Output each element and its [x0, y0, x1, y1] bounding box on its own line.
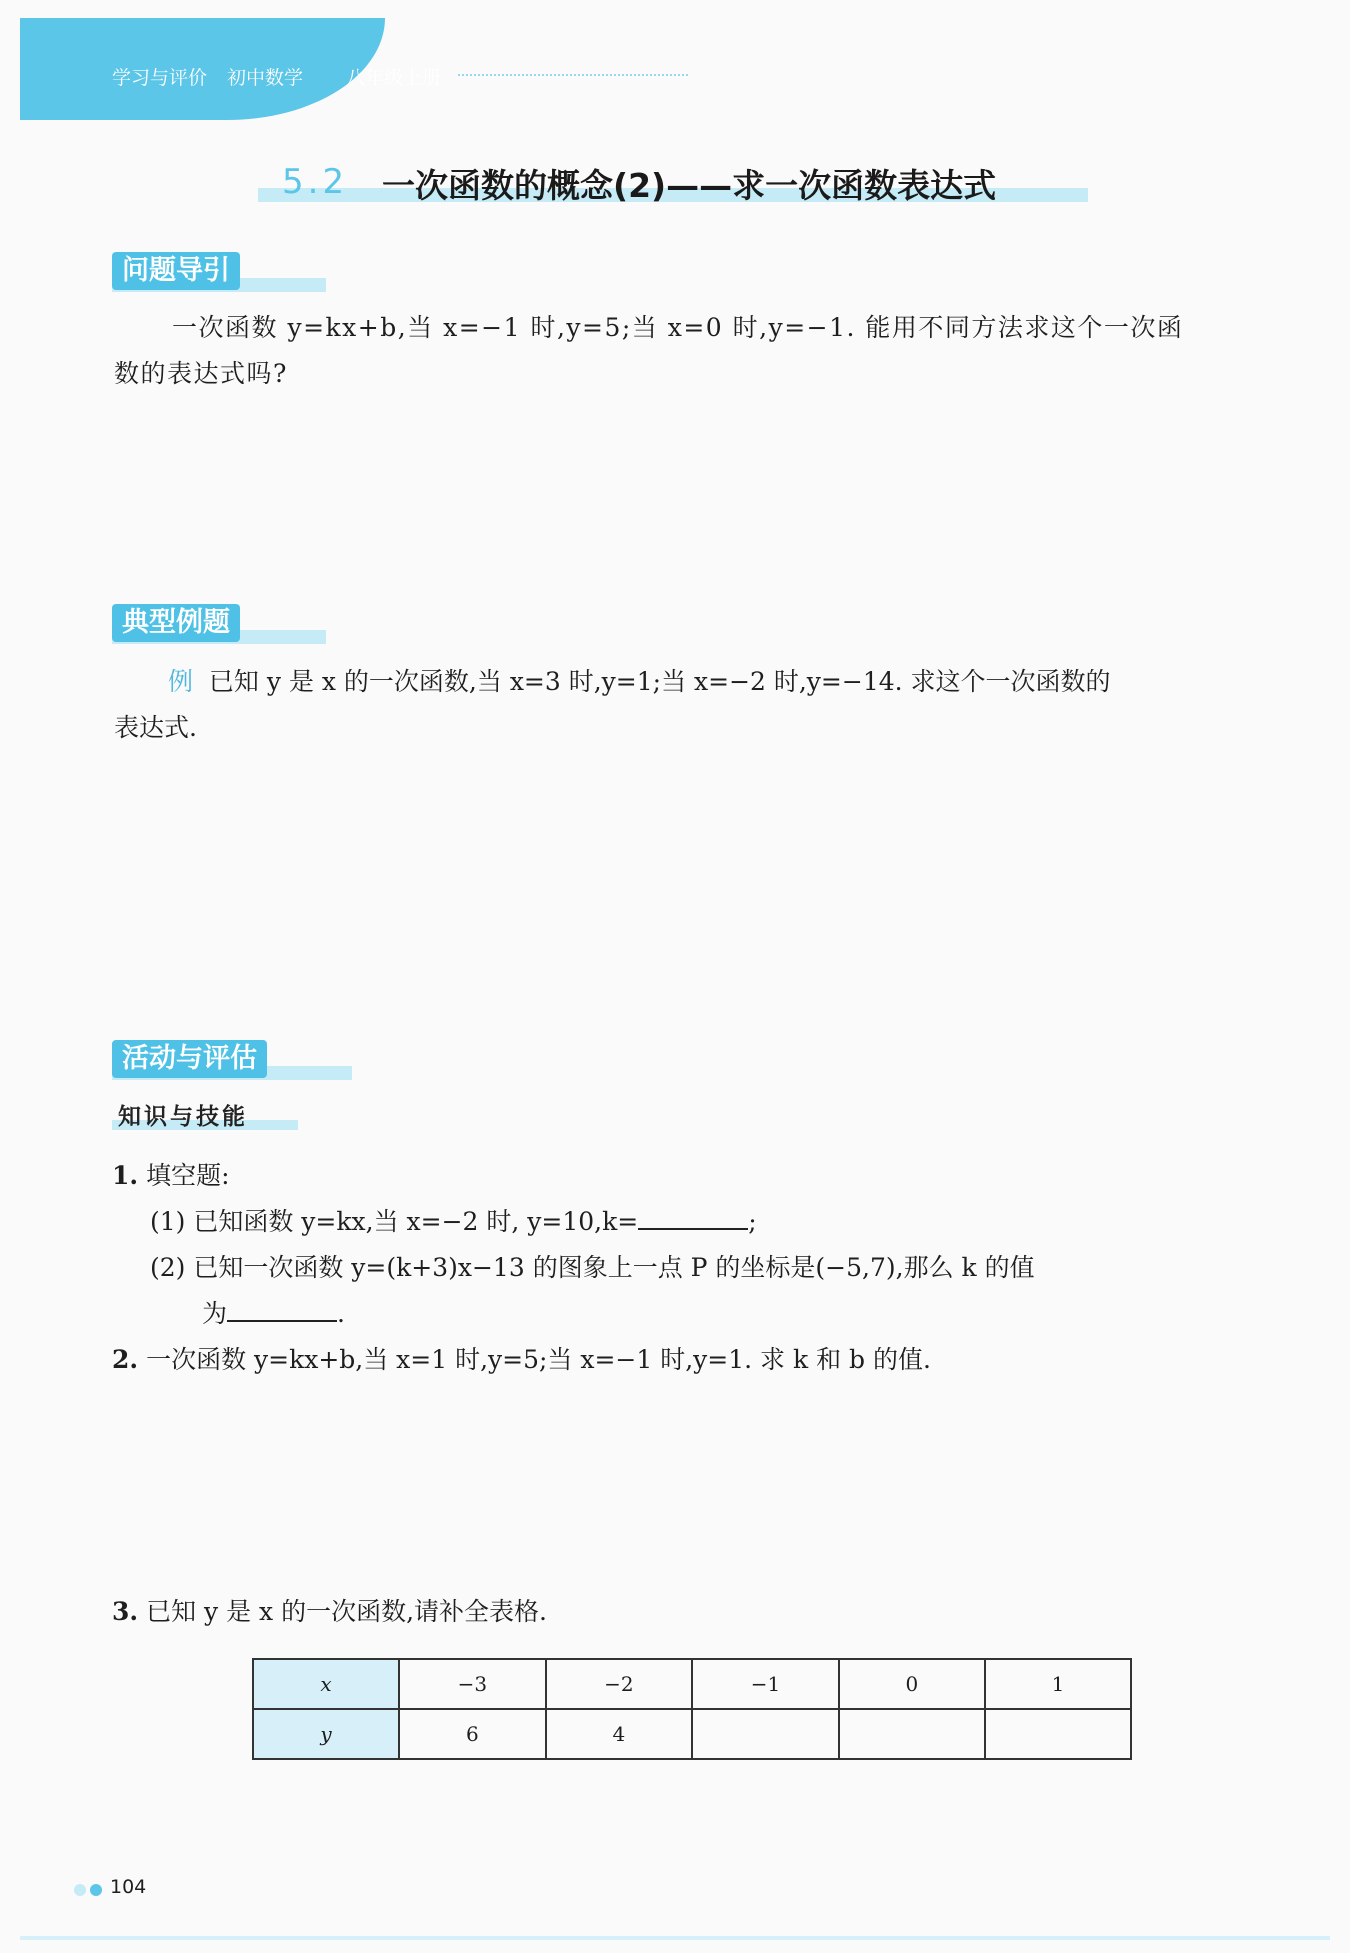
example-line-1	[168, 658, 1111, 706]
table-y-label: y	[253, 1709, 399, 1759]
table-cell: 1	[985, 1659, 1131, 1709]
lesson-number: 5.2	[282, 162, 349, 202]
header-dotted-line	[458, 74, 688, 76]
table-cell: −3	[399, 1659, 546, 1709]
page-dot-icon	[90, 1884, 102, 1896]
lesson-title	[258, 160, 1088, 205]
question-1b-line-1: (2) 已知一次函数 y=(k+3)x−13 的图象上一点 P 的坐标是(−5,7),那么 k 的值	[150, 1253, 1035, 1282]
table-cell: 6	[399, 1709, 546, 1759]
example-text-1: 已知 y 是 x 的一次函数,当 x=3 时,y=1;当 x=−2 时,y=−14. 求这个一次函数的	[208, 667, 1111, 696]
table-cell-blank[interactable]	[839, 1709, 985, 1759]
section-problem-intro-label: 问题导引	[112, 252, 240, 290]
q1-number: 1.	[112, 1161, 139, 1190]
table-cell: 4	[546, 1709, 693, 1759]
subhead-knowledge-skills: 知识与技能	[118, 1104, 248, 1130]
q1b-text: 为	[202, 1299, 228, 1328]
footer-line	[20, 1936, 1330, 1940]
section-activities-label: 活动与评估	[112, 1040, 267, 1078]
q2-text: 一次函数 y=kx+b,当 x=1 时,y=5;当 x=−1 时,y=1. 求 k 和 b 的值.	[146, 1345, 931, 1374]
q1b-blank[interactable]	[227, 1296, 337, 1322]
page-dot-icon	[74, 1884, 86, 1896]
question-1	[112, 1152, 230, 1200]
table-cell-blank[interactable]	[985, 1709, 1131, 1759]
header-series-title: 学习与评价	[112, 67, 208, 89]
header-subject: 初中数学	[227, 67, 304, 89]
table-x-label: x	[253, 1659, 399, 1709]
question-1b-line-2	[202, 1290, 345, 1338]
header-series	[112, 63, 323, 90]
q1b-end: .	[337, 1299, 345, 1328]
example-line-2: 表达式.	[114, 713, 197, 742]
table-cell: −1	[692, 1659, 839, 1709]
intro-line-2: 数的表达式吗?	[114, 359, 288, 388]
example-label: 例	[168, 667, 194, 696]
page-number: 104	[110, 1876, 147, 1898]
header-grade: 八年级上册	[346, 67, 442, 89]
q1a-end: ;	[748, 1207, 757, 1236]
q2-number: 2.	[112, 1345, 139, 1374]
table-cell: −2	[546, 1659, 693, 1709]
table-row-y	[253, 1709, 1131, 1759]
q1a-text: (1) 已知函数 y=kx,当 x=−2 时, y=10,k=	[150, 1207, 639, 1236]
q3-number: 3.	[112, 1597, 139, 1626]
table-cell-blank[interactable]	[692, 1709, 839, 1759]
question-3	[112, 1588, 547, 1636]
q1a-blank[interactable]	[638, 1204, 748, 1230]
section-typical-examples-label: 典型例题	[112, 604, 240, 642]
intro-line-1: 一次函数 y=kx+b,当 x=−1 时,y=5;当 x=0 时,y=−1. 能用不同方法求这个一次函	[172, 313, 1184, 342]
question-1a	[150, 1198, 757, 1246]
table-cell: 0	[839, 1659, 985, 1709]
lesson-title-text: 一次函数的概念(2)——求一次函数表达式	[382, 166, 997, 205]
q3-text: 已知 y 是 x 的一次函数,请补全表格.	[146, 1597, 547, 1626]
question-2	[112, 1336, 931, 1384]
value-table	[252, 1658, 1132, 1760]
q1-text: 填空题:	[146, 1161, 230, 1190]
table-row-x	[253, 1659, 1131, 1709]
